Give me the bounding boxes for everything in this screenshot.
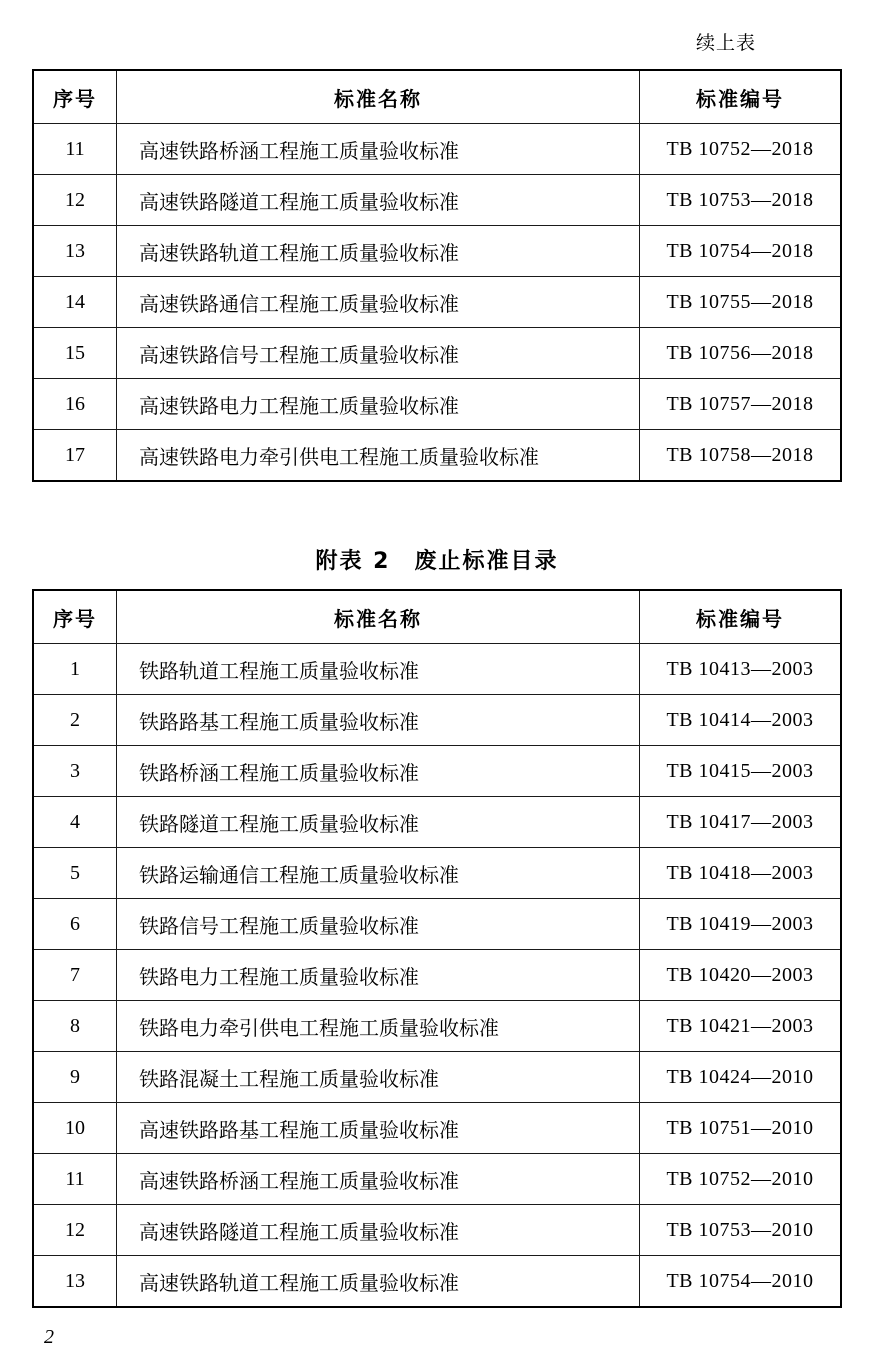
document-page bbox=[0, 28, 874, 1371]
cell-code: TB 10756—2018 bbox=[640, 328, 842, 379]
cell-name: 铁路路基工程施工质量验收标准 bbox=[117, 695, 640, 746]
cell-no: 9 bbox=[33, 1052, 117, 1103]
header-cell-name: 标准名称 bbox=[117, 590, 640, 644]
cell-code: TB 10754—2010 bbox=[640, 1256, 842, 1308]
continued-table-label: 续上表 bbox=[695, 32, 756, 54]
cell-no: 6 bbox=[33, 899, 117, 950]
section-title-prefix: 附表 2 bbox=[315, 549, 391, 574]
cell-code: TB 10420—2003 bbox=[640, 950, 842, 1001]
cell-name: 铁路电力工程施工质量验收标准 bbox=[117, 950, 640, 1001]
cell-name: 高速铁路轨道工程施工质量验收标准 bbox=[117, 226, 640, 277]
table-header-row bbox=[33, 590, 841, 644]
cell-name: 铁路信号工程施工质量验收标准 bbox=[117, 899, 640, 950]
page-number: 2 bbox=[44, 1326, 54, 1348]
table-row bbox=[33, 1256, 841, 1308]
cell-no: 13 bbox=[33, 226, 117, 277]
cell-name: 铁路隧道工程施工质量验收标准 bbox=[117, 797, 640, 848]
header-cell-no: 序号 bbox=[33, 590, 117, 644]
cell-code: TB 10424—2010 bbox=[640, 1052, 842, 1103]
header-cell-no: 序号 bbox=[33, 70, 117, 124]
cell-code: TB 10418—2003 bbox=[640, 848, 842, 899]
cell-no: 10 bbox=[33, 1103, 117, 1154]
cell-name: 铁路轨道工程施工质量验收标准 bbox=[117, 644, 640, 695]
cell-name: 高速铁路电力牵引供电工程施工质量验收标准 bbox=[117, 430, 640, 482]
standards-table-abolished bbox=[32, 589, 842, 1308]
cell-no: 11 bbox=[33, 124, 117, 175]
cell-code: TB 10413—2003 bbox=[640, 644, 842, 695]
table-body bbox=[33, 124, 841, 482]
cell-no: 8 bbox=[33, 1001, 117, 1052]
cell-no: 15 bbox=[33, 328, 117, 379]
cell-no: 14 bbox=[33, 277, 117, 328]
cell-code: TB 10415—2003 bbox=[640, 746, 842, 797]
section-title bbox=[28, 544, 846, 575]
cell-no: 16 bbox=[33, 379, 117, 430]
table-header-row bbox=[33, 70, 841, 124]
header-cell-name: 标准名称 bbox=[117, 70, 640, 124]
table-row bbox=[33, 1001, 841, 1052]
table-row bbox=[33, 328, 841, 379]
table-row bbox=[33, 1154, 841, 1205]
cell-name: 高速铁路隧道工程施工质量验收标准 bbox=[117, 1205, 640, 1256]
cell-name: 高速铁路桥涵工程施工质量验收标准 bbox=[117, 124, 640, 175]
cell-code: TB 10417—2003 bbox=[640, 797, 842, 848]
cell-no: 12 bbox=[33, 175, 117, 226]
table-row bbox=[33, 124, 841, 175]
cell-name: 高速铁路信号工程施工质量验收标准 bbox=[117, 328, 640, 379]
cell-name: 高速铁路通信工程施工质量验收标准 bbox=[117, 277, 640, 328]
table-row bbox=[33, 430, 841, 482]
table-row bbox=[33, 277, 841, 328]
table-body bbox=[33, 644, 841, 1308]
table-row bbox=[33, 175, 841, 226]
cell-name: 高速铁路轨道工程施工质量验收标准 bbox=[117, 1256, 640, 1308]
section-title-name: 废止标准目录 bbox=[414, 549, 559, 574]
table-header bbox=[33, 590, 841, 644]
cell-no: 4 bbox=[33, 797, 117, 848]
table-row bbox=[33, 1052, 841, 1103]
cell-code: TB 10753—2010 bbox=[640, 1205, 842, 1256]
table-row bbox=[33, 1205, 841, 1256]
table-row bbox=[33, 226, 841, 277]
cell-no: 5 bbox=[33, 848, 117, 899]
cell-code: TB 10419—2003 bbox=[640, 899, 842, 950]
cell-no: 3 bbox=[33, 746, 117, 797]
cell-no: 12 bbox=[33, 1205, 117, 1256]
table-row bbox=[33, 1103, 841, 1154]
table-row bbox=[33, 379, 841, 430]
cell-name: 高速铁路隧道工程施工质量验收标准 bbox=[117, 175, 640, 226]
table-row bbox=[33, 797, 841, 848]
cell-no: 2 bbox=[33, 695, 117, 746]
table-row bbox=[33, 746, 841, 797]
cell-code: TB 10753—2018 bbox=[640, 175, 842, 226]
table-row bbox=[33, 950, 841, 1001]
cell-no: 1 bbox=[33, 644, 117, 695]
cell-code: TB 10751—2010 bbox=[640, 1103, 842, 1154]
cell-name: 高速铁路路基工程施工质量验收标准 bbox=[117, 1103, 640, 1154]
cell-name: 高速铁路桥涵工程施工质量验收标准 bbox=[117, 1154, 640, 1205]
table-row bbox=[33, 695, 841, 746]
header-cell-code: 标准编号 bbox=[640, 70, 842, 124]
table-row bbox=[33, 848, 841, 899]
cell-code: TB 10754—2018 bbox=[640, 226, 842, 277]
cell-code: TB 10755—2018 bbox=[640, 277, 842, 328]
cell-code: TB 10752—2018 bbox=[640, 124, 842, 175]
cell-code: TB 10414—2003 bbox=[640, 695, 842, 746]
table-row bbox=[33, 644, 841, 695]
table-header bbox=[33, 70, 841, 124]
cell-name: 铁路混凝土工程施工质量验收标准 bbox=[117, 1052, 640, 1103]
cell-name: 铁路电力牵引供电工程施工质量验收标准 bbox=[117, 1001, 640, 1052]
cell-code: TB 10421—2003 bbox=[640, 1001, 842, 1052]
header-cell-code: 标准编号 bbox=[640, 590, 842, 644]
table-row bbox=[33, 899, 841, 950]
cell-code: TB 10752—2010 bbox=[640, 1154, 842, 1205]
cell-no: 17 bbox=[33, 430, 117, 482]
cell-no: 13 bbox=[33, 1256, 117, 1308]
cell-code: TB 10758—2018 bbox=[640, 430, 842, 482]
cell-code: TB 10757—2018 bbox=[640, 379, 842, 430]
cell-name: 铁路运输通信工程施工质量验收标准 bbox=[117, 848, 640, 899]
cell-name: 铁路桥涵工程施工质量验收标准 bbox=[117, 746, 640, 797]
cell-no: 11 bbox=[33, 1154, 117, 1205]
standards-table-continued bbox=[32, 69, 842, 482]
cell-no: 7 bbox=[33, 950, 117, 1001]
cell-name: 高速铁路电力工程施工质量验收标准 bbox=[117, 379, 640, 430]
